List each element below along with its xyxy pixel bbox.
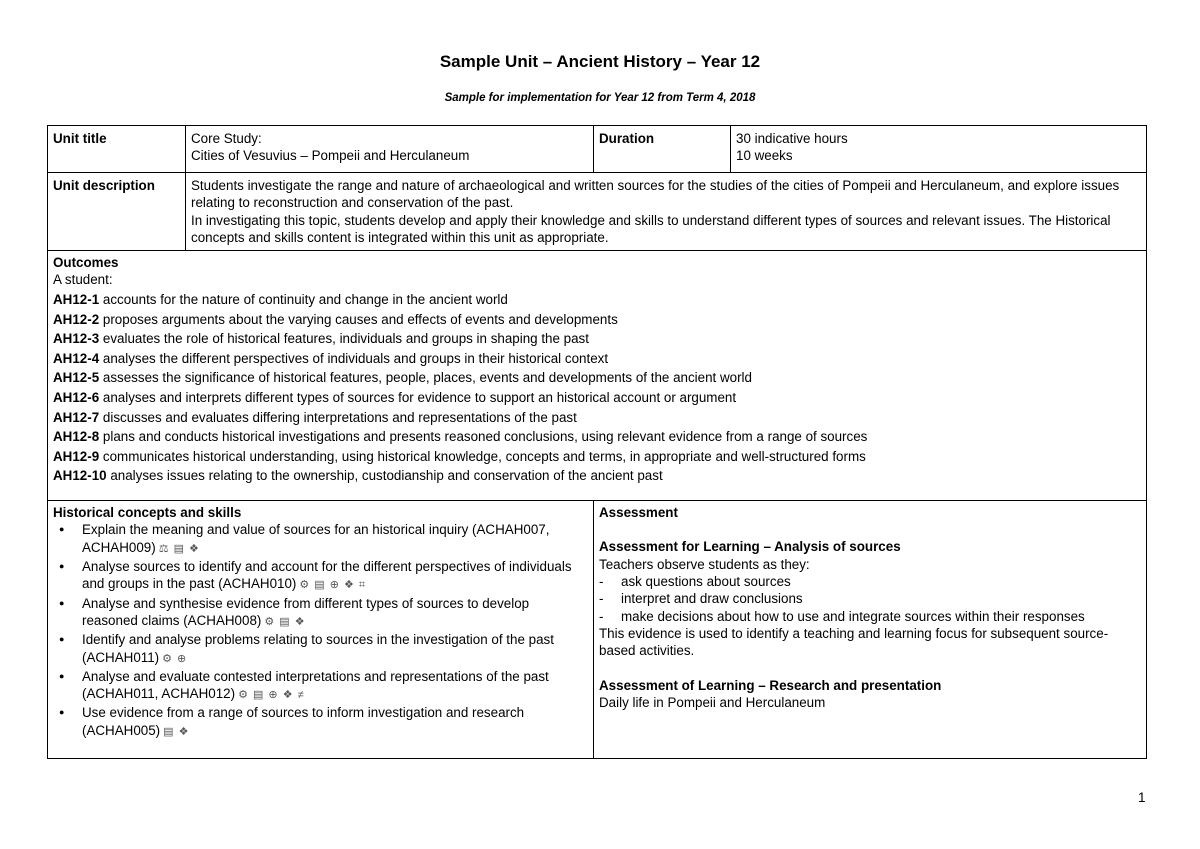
outcome-code: AH12-1 xyxy=(53,292,100,308)
outcome-code: AH12-6 xyxy=(53,390,100,406)
skills-list xyxy=(53,521,588,741)
outcome-item xyxy=(53,428,1141,445)
outcome-code: AH12-2 xyxy=(53,311,100,327)
duration-hours: 30 indicative hours xyxy=(736,131,848,146)
outcomes-intro: A student: xyxy=(53,272,113,288)
outcome-item xyxy=(53,350,1141,367)
skill-text: Analyse and synthesise evidence from different types of sources to develop reasoned claims (ACHAH008) xyxy=(82,595,530,628)
skill-item xyxy=(82,704,588,741)
skills-assessment-row xyxy=(48,501,1147,759)
assessment-for-intro: Teachers observe students as they: xyxy=(599,556,810,572)
outcome-code: AH12-7 xyxy=(53,409,100,425)
page-subtitle: Sample for implementation for Year 12 from Term 4, 2018 xyxy=(444,92,756,104)
outcome-text: analyses the different perspectives of individuals and groups in their historical context xyxy=(102,350,609,366)
unit-description-row xyxy=(48,173,1147,251)
skills-cell xyxy=(48,501,594,759)
skill-item xyxy=(82,595,588,632)
page-number: 1 xyxy=(1138,790,1146,805)
unit-description-p1: Students investigate the range and nature of archaeological and written sources for the studies of the cities of Pompeii and Herculaneum, and explore issues relating to reconstruction and conservation of the past. xyxy=(191,178,1120,211)
unit-title-label: Unit title xyxy=(48,126,186,173)
outcomes-heading: Outcomes xyxy=(53,255,119,271)
skill-icons: ⚙ ⊕ xyxy=(162,652,188,665)
outcome-item xyxy=(53,467,1141,484)
outcome-code: AH12-5 xyxy=(53,370,100,386)
duration-weeks: 10 weeks xyxy=(736,148,793,164)
duration-value xyxy=(731,126,1147,173)
outcome-code: AH12-4 xyxy=(53,350,100,366)
outcome-text: plans and conducts historical investigations and presents reasoned conclusions, using relevant evidence from a range of sources xyxy=(102,429,868,445)
outcomes-row xyxy=(48,251,1147,501)
assessment-cell xyxy=(594,501,1147,759)
skill-text: Analyse and evaluate contested interpretations and representations of the past (ACHAH011, ACHAH012) xyxy=(82,668,549,702)
outcome-text: analyses and interprets different types of sources for evidence to support an historical account or argument xyxy=(102,390,737,406)
assessment-of-heading: Assessment of Learning – Research and presentation xyxy=(599,677,942,693)
assessment-for-item: - interpret and draw conclusions xyxy=(621,590,1141,607)
outcome-text: evaluates the role of historical features, individuals and groups in shaping the past xyxy=(102,331,589,347)
unit-title-value xyxy=(186,126,594,173)
outcomes-list xyxy=(53,291,1141,485)
outcome-item xyxy=(53,369,1141,386)
outcomes-cell xyxy=(48,251,1147,501)
duration-label: Duration xyxy=(594,126,731,173)
skill-icons: ⚙ ▤ ⊕ ❖ ≠ xyxy=(238,689,305,702)
outcome-code: AH12-10 xyxy=(53,468,107,484)
skill-icons: ⚖ ▤ ❖ xyxy=(158,542,200,555)
assessment-of-text: Daily life in Pompeii and Herculaneum xyxy=(599,694,826,710)
skill-item xyxy=(82,558,588,595)
outcome-item xyxy=(53,330,1141,347)
page-title: Sample Unit – Ancient History – Year 12 xyxy=(439,52,761,71)
outcome-code: AH12-8 xyxy=(53,429,100,445)
skill-icons: ⚙ ▤ ⊕ ❖ ⌗ xyxy=(299,579,367,592)
assessment-heading: Assessment xyxy=(599,505,678,521)
outcome-item xyxy=(53,448,1141,465)
skill-item xyxy=(82,668,588,705)
assessment-for-item: - make decisions about how to use and integrate sources within their responses xyxy=(621,608,1141,625)
skills-heading: Historical concepts and skills xyxy=(53,505,242,521)
outcome-text: proposes arguments about the varying causes and effects of events and developments xyxy=(102,311,618,327)
skill-text: Identify and analyse problems relating to sources in the investigation of the past (ACHAH011) xyxy=(82,632,554,665)
assessment-for-list xyxy=(599,573,1141,625)
unit-title-line2: Cities of Vesuvius – Pompeii and Herculaneum xyxy=(191,148,470,164)
assessment-for-outro: This evidence is used to identify a teaching and learning focus for subsequent source-based activities. xyxy=(599,625,1109,659)
outcome-text: communicates historical understanding, using historical knowledge, concepts and terms, in appropriate and well-structured forms xyxy=(102,448,866,464)
outcome-code: AH12-3 xyxy=(53,331,100,347)
skill-text: Explain the meaning and value of sources for an historical inquiry (ACHAH007, ACHAH009) xyxy=(82,522,550,555)
unit-title-row xyxy=(48,126,1147,173)
unit-description-label: Unit description xyxy=(48,173,186,251)
assessment-for-item: - ask questions about sources xyxy=(621,573,1141,590)
skill-item xyxy=(82,631,588,668)
unit-description-value xyxy=(186,173,1147,251)
unit-table xyxy=(47,125,1147,759)
skill-icons: ⚙ ▤ ❖ xyxy=(264,615,306,628)
outcome-item xyxy=(53,389,1141,406)
skill-item xyxy=(82,521,588,558)
unit-title-line1: Core Study: xyxy=(191,131,262,146)
outcome-item xyxy=(53,409,1141,426)
outcome-item xyxy=(53,311,1141,328)
outcome-text: discusses and evaluates differing interpretations and representations of the past xyxy=(102,409,577,425)
outcome-code: AH12-9 xyxy=(53,448,100,464)
skill-text: Analyse sources to identify and account for the different perspectives of individuals and groups in the past (ACHAH010) xyxy=(82,559,572,592)
outcome-text: accounts for the nature of continuity and change in the ancient world xyxy=(102,292,508,308)
outcome-item xyxy=(53,291,1141,308)
outcome-text: analyses issues relating to the ownership, custodianship and conservation of the ancient past xyxy=(110,468,663,484)
assessment-for-heading: Assessment for Learning – Analysis of sources xyxy=(599,539,901,555)
unit-description-p2: In investigating this topic, students develop and apply their knowledge and skills to understand different types of sources and relevant issues. The Historical concepts and skills content is integrated within this unit as appropriate. xyxy=(191,212,1111,245)
outcome-text: assesses the significance of historical features, people, places, events and developments of the ancient world xyxy=(102,370,752,386)
skill-text: Use evidence from a range of sources to inform investigation and research (ACHAH005) xyxy=(82,705,525,738)
skill-icons: ▤ ❖ xyxy=(163,725,190,738)
